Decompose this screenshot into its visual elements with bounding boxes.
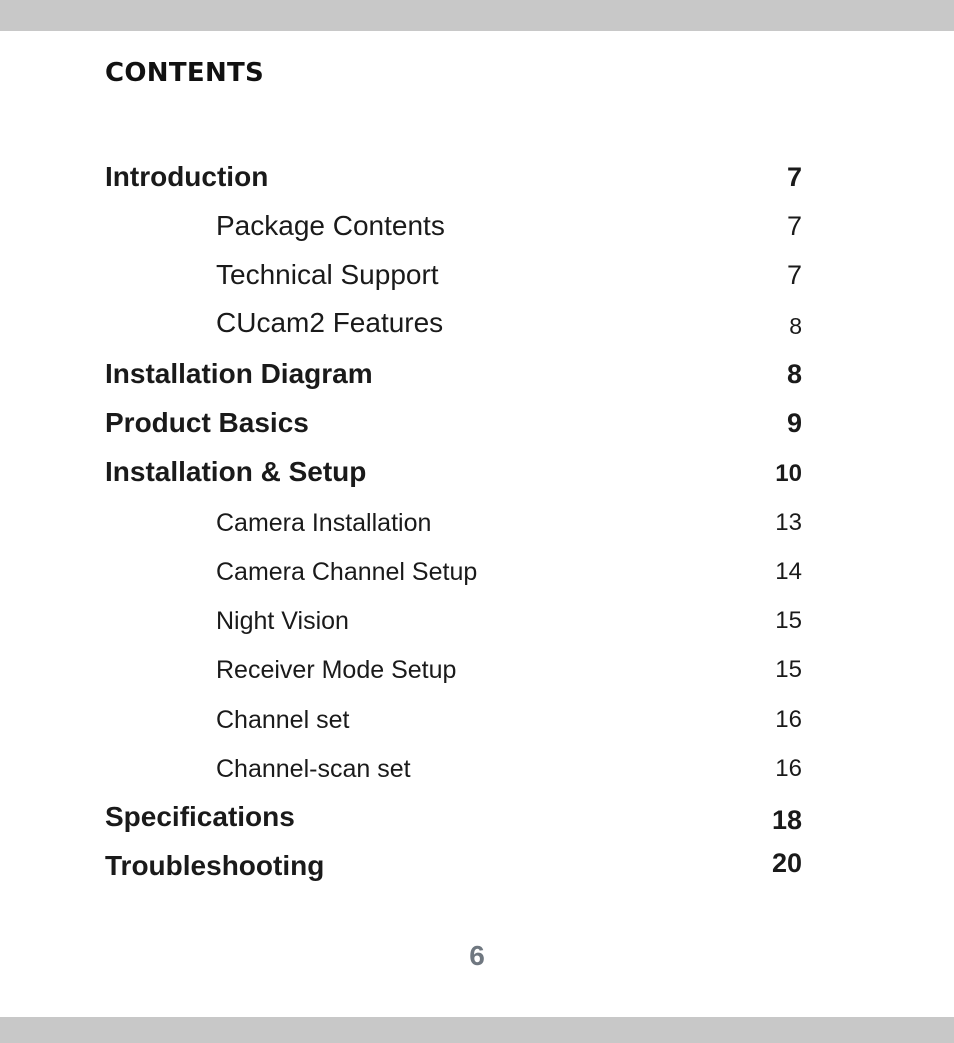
toc-entry-title: Receiver Mode Setup bbox=[216, 656, 457, 684]
toc-entry-installation-setup[interactable] bbox=[0, 452, 954, 492]
toc-entry-installation-diagram[interactable] bbox=[0, 354, 954, 394]
toc-entry-channel-set[interactable] bbox=[0, 700, 954, 740]
toc-entry-page: 8 bbox=[789, 313, 802, 339]
toc-entry-page: 18 bbox=[771, 805, 802, 835]
toc-entry-title: Technical Support bbox=[216, 259, 439, 290]
toc-entry-title: Channel set bbox=[216, 706, 350, 734]
top-band bbox=[0, 0, 954, 31]
bottom-band bbox=[0, 1017, 954, 1043]
toc-entry-title: Night Vision bbox=[216, 607, 349, 635]
toc-entry-page: 15 bbox=[775, 607, 802, 634]
toc-entry-receiver-mode-setup[interactable] bbox=[0, 650, 954, 690]
toc-entry-product-basics[interactable] bbox=[0, 403, 954, 443]
toc-entry-title: Installation & Setup bbox=[105, 456, 367, 487]
page-number: 6 bbox=[469, 940, 485, 971]
toc-entry-package-contents[interactable] bbox=[0, 206, 954, 246]
toc-entry-specifications[interactable] bbox=[0, 797, 954, 837]
toc-entry-title: Installation Diagram bbox=[105, 358, 373, 389]
toc-entry-page: 9 bbox=[786, 408, 802, 438]
toc-entry-camera-installation[interactable] bbox=[0, 503, 954, 543]
toc-entry-title: Channel-scan set bbox=[216, 755, 411, 783]
toc-entry-page: 14 bbox=[775, 558, 802, 585]
toc-entry-page: 7 bbox=[786, 260, 802, 290]
toc-entry-page: 10 bbox=[775, 460, 802, 487]
toc-entry-page: 20 bbox=[771, 848, 802, 878]
toc-entry-title: Camera Channel Setup bbox=[216, 558, 478, 586]
toc-entry-cucam2-features[interactable] bbox=[0, 303, 954, 343]
toc-entry-page: 13 bbox=[775, 509, 802, 536]
toc-entry-camera-channel-setup[interactable] bbox=[0, 552, 954, 592]
toc-entry-title: Specifications bbox=[105, 801, 295, 832]
toc-entry-troubleshooting[interactable] bbox=[0, 846, 954, 886]
toc-entry-title: Camera Installation bbox=[216, 509, 432, 537]
toc-entry-introduction[interactable] bbox=[0, 157, 954, 197]
toc-entry-page: 15 bbox=[775, 656, 802, 683]
toc-entry-technical-support[interactable] bbox=[0, 255, 954, 295]
toc-entry-title: Troubleshooting bbox=[105, 850, 325, 881]
toc-entry-title: Introduction bbox=[105, 161, 269, 192]
toc-entry-channel-scan-set[interactable] bbox=[0, 749, 954, 789]
toc-entry-page: 16 bbox=[775, 706, 802, 733]
toc-entry-title: Package Contents bbox=[216, 210, 445, 241]
toc-entry-page: 7 bbox=[786, 211, 802, 241]
toc-entry-title: CUcam2 Features bbox=[216, 307, 444, 338]
toc-entry-page: 16 bbox=[775, 755, 802, 782]
toc-entry-night-vision[interactable] bbox=[0, 601, 954, 641]
contents-heading: CONTENTS bbox=[105, 58, 265, 88]
toc-entry-page: 7 bbox=[786, 162, 802, 192]
toc-entry-title: Product Basics bbox=[105, 407, 309, 438]
toc-entry-page: 8 bbox=[786, 359, 802, 389]
